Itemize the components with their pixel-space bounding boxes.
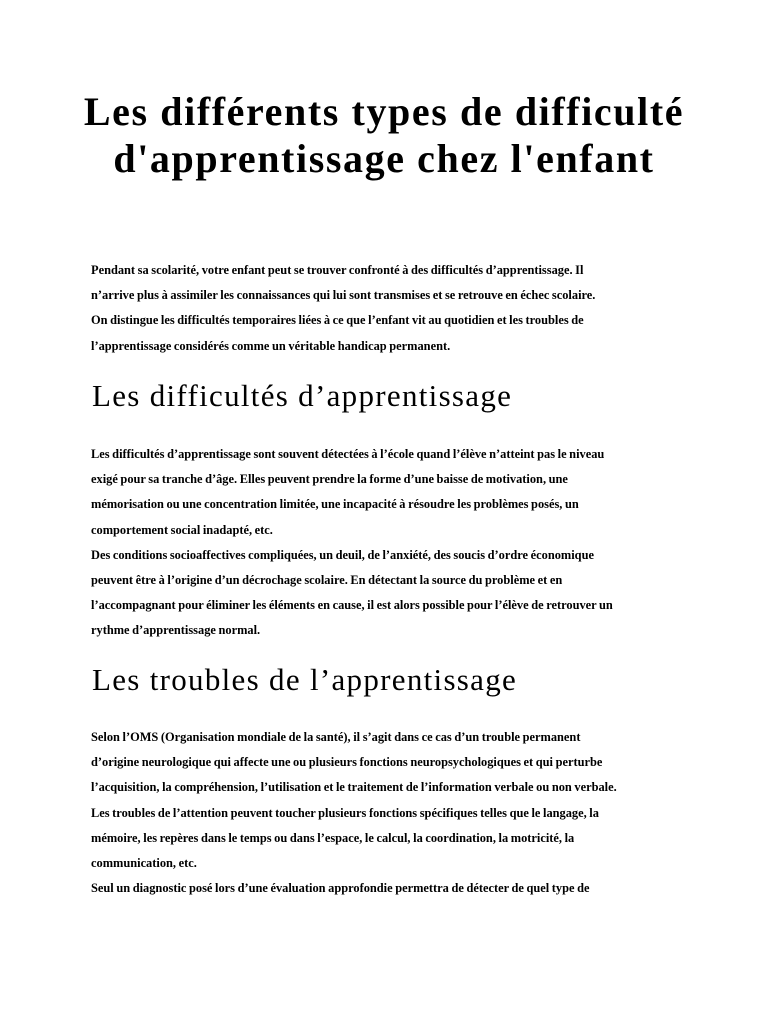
paragraph-line: mémorisation ou une concentration limitée, une incapacité à résoudre les problèmes posés, un — [91, 497, 579, 512]
intro-paragraph — [91, 258, 595, 359]
paragraph-line: l’acquisition, la compréhension, l’utilisation et le traitement de l’information verbale ou non verbale. — [91, 780, 617, 795]
paragraph-line: communication, etc. — [91, 856, 197, 871]
paragraph-line: exigé pour sa tranche d’âge. Elles peuvent prendre la forme d’une baisse de motivation, une — [91, 472, 568, 487]
section-paragraph-difficultes — [91, 442, 613, 644]
section-paragraph-troubles — [91, 725, 617, 901]
paragraph-line: Les difficultés d’apprentissage sont souvent détectées à l’école quand l’élève n’atteint pas le niveau — [91, 447, 605, 461]
paragraph-line: comportement social inadapté, etc. — [91, 522, 273, 537]
document-title: Les différents types de difficulté d'apprentissage chez l'enfant — [83, 89, 685, 181]
paragraph-line: peuvent être à l’origine d’un décrochage scolaire. En détectant la source du problème et en — [91, 573, 563, 588]
section-heading-troubles: Les troubles de l’apprentissage — [92, 662, 518, 697]
paragraph-line: Seul un diagnostic posé lors d’une évaluation approfondie permettra de détecter de quel type de — [91, 881, 590, 896]
paragraph-line: Pendant sa scolarité, votre enfant peut se trouver confronté à des difficultés d’apprentissage. Il — [91, 263, 584, 277]
paragraph-line: Selon l’OMS (Organisation mondiale de la santé), il s’agit dans ce cas d’un trouble permanent — [91, 730, 581, 744]
paragraph-line: l’apprentissage considérés comme un véritable handicap permanent. — [91, 338, 451, 353]
paragraph-line: Des conditions socioaffectives compliquées, un deuil, de l’anxiété, des soucis d’ordre économique — [91, 547, 594, 562]
paragraph-line: l’accompagnant pour éliminer les éléments en cause, il est alors possible pour l’élève de retrouver un — [91, 598, 613, 613]
paragraph-line: mémoire, les repères dans le temps ou dans l’espace, le calcul, la coordination, la motricité, la — [91, 830, 575, 845]
paragraph-line: rythme d’apprentissage normal. — [91, 623, 261, 638]
paragraph-line: n’arrive plus à assimiler les connaissances qui lui sont transmises et se retrouve en échec scolaire. — [91, 288, 596, 303]
paragraph-line: Les troubles de l’attention peuvent toucher plusieurs fonctions spécifiques telles que le langage, la — [91, 805, 599, 820]
paragraph-line: d’origine neurologique qui affecte une ou plusieurs fonctions neuropsychologiques et qui perturbe — [91, 755, 603, 770]
section-heading-difficultes: Les difficultés d’apprentissage — [92, 378, 513, 413]
paragraph-line: On distingue les difficultés temporaires liées à ce que l’enfant vit au quotidien et les troubles de — [91, 313, 584, 328]
